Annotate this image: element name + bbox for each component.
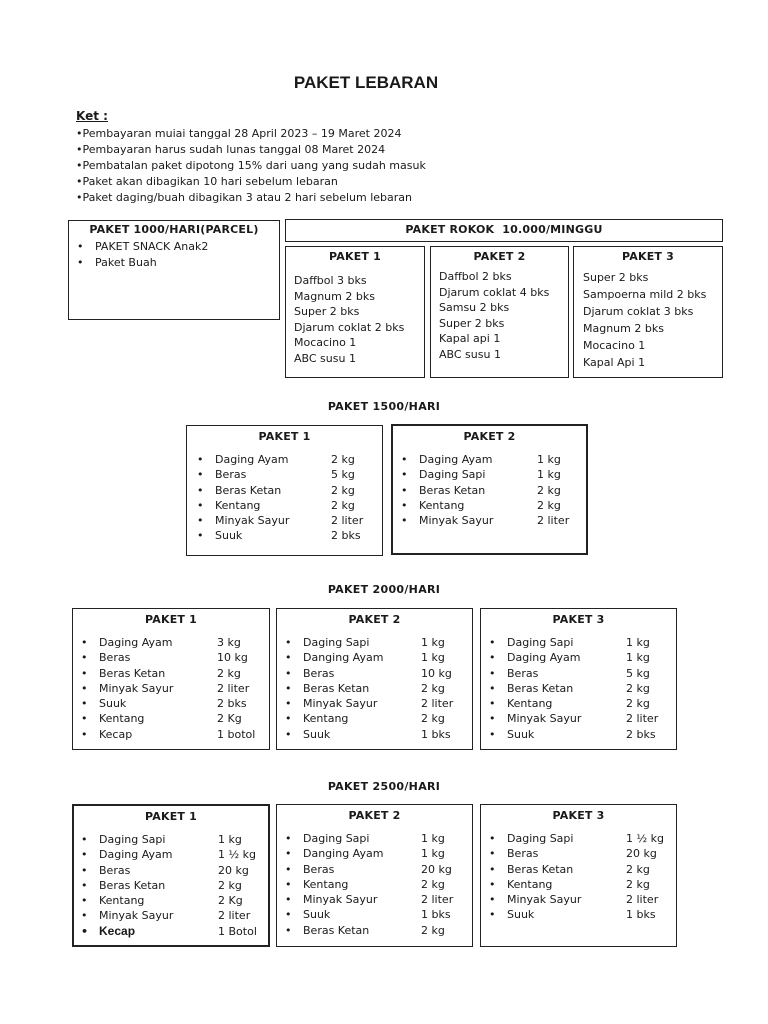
list-item: • Daging Ayam 3 kg [81, 636, 241, 649]
rokok-paket-1: PAKET 1 Daffbol 3 bks Magnum 2 bks Super 2 bks Djarum coklat 2 bks Mocacino 1 ABC susu 1 [285, 246, 425, 378]
list-item: Super 2 bks [294, 305, 360, 319]
p2000-paket-2: PAKET 2 • Daging Sapi 1 kg • Danging Ayam 1 kg • Beras 10 kg • Beras Ketan 2 kg • Minyak Sayur 2 liter • Kentang 2 kg • Suuk 1 bks [276, 608, 473, 750]
list-item: • Minyak Sayur 2 liter [285, 697, 454, 711]
list-item: ABC susu 1 [294, 351, 356, 365]
bullet-icon: • [489, 862, 496, 876]
paket-2000-title: PAKET 2000/HARI [327, 583, 441, 596]
bullet-icon: • [285, 712, 292, 726]
bullet-icon: • [81, 863, 88, 877]
list-item: • Daging Sapi 1 kg [285, 832, 445, 845]
list-item: • Kentang 2 kg [285, 712, 445, 726]
bullet-icon: • [81, 727, 88, 741]
bullet-icon: • [489, 847, 496, 861]
list-item: • Daging Sapi 1 kg [401, 468, 561, 482]
bullet-icon: • [81, 833, 88, 846]
list-item: • Daging Ayam 1 kg [489, 651, 650, 665]
bullet-icon: • [489, 651, 496, 665]
note-item: • Pembayaran harus sudah lunas tanggal 08 Maret 2024 [76, 142, 426, 158]
bullet-icon: • [489, 681, 496, 695]
list-item: Djarum coklat 2 bks [294, 320, 405, 334]
bullet-icon: • [197, 498, 204, 512]
list-item: • Danging Ayam 1 kg [285, 651, 445, 665]
note-item: • Paket daging/buah dibagikan 3 atau 2 hari sebelum lebaran [76, 190, 426, 206]
list-item: Kapal api 1 [439, 332, 501, 346]
bullet-icon: • [401, 498, 408, 512]
list-item: • Minyak Sayur 2 liter [285, 893, 454, 907]
list-item: • Beras 20 kg [81, 863, 249, 877]
note-item: • Pembayaran muiai tanggal 28 April 2023 – 19 Maret 2024 [76, 126, 426, 142]
list-item: Magnum 2 bks [583, 322, 664, 335]
bullet-icon: • [285, 877, 292, 891]
list-item: Super 2 bks [439, 316, 505, 330]
p2500-paket-2: PAKET 2 • Daging Sapi 1 kg • Danging Ayam 1 kg • Beras 20 kg • Kentang 2 kg • Minyak Sayur 2 liter • Suuk 1 bks • Beras Ketan 2 kg [276, 804, 473, 947]
list-item: Samsu 2 bks [439, 301, 510, 315]
bullet-icon: • [81, 848, 88, 862]
page-title: PAKET LEBARAN [293, 73, 439, 92]
list-item: • Minyak Sayur 2 liter [489, 712, 659, 726]
notes-label: Ket : [76, 109, 108, 123]
list-item: Daffbol 2 bks [439, 270, 512, 283]
bullet-icon: • [197, 468, 204, 482]
bullet-icon: • [77, 240, 84, 253]
bullet-icon: • [81, 681, 88, 695]
bullet-icon: • [81, 909, 88, 923]
list-item: • Beras Ketan 2 kg [81, 878, 242, 892]
bullet-icon: • [285, 727, 292, 741]
bullet-icon: • [285, 862, 292, 876]
paket-1000-title: PAKET 1000/HARI(PARCEL) [89, 223, 259, 236]
list-item: Sampoerna mild 2 bks [583, 288, 707, 301]
list-item: • Suuk 1 bks [489, 908, 656, 922]
list-item: • Kecap 1 Botol [81, 923, 257, 938]
list-item: • Beras Ketan 2 kg [197, 483, 355, 497]
bullet-icon: • [81, 636, 88, 649]
bullet-icon: • [489, 877, 496, 891]
p2000-paket-3: PAKET 3 • Daging Sapi 1 kg • Daging Ayam 1 kg • Beras 5 kg • Beras Ketan 2 kg • Kentang 2 kg • Minyak Sayur 2 liter • Suuk 2 bks [480, 608, 677, 750]
list-item: • Beras Ketan 2 kg [285, 923, 445, 937]
p2500-paket-3: PAKET 3 • Daging Sapi 1 ½ kg • Beras 20 kg • Beras Ketan 2 kg • Kentang 2 kg • Minyak Sayur 2 liter • Suuk 1 bks [480, 804, 677, 947]
list-item: • Suuk 2 bks [489, 727, 656, 741]
bullet-icon: • [489, 727, 496, 741]
list-item: Super 2 bks [583, 271, 649, 284]
list-item: Mocacino 1 [583, 339, 646, 352]
list-item: • Kecap 1 botol [81, 727, 256, 741]
list-item: • Minyak Sayur 2 liter [81, 909, 251, 923]
note-item: • Pembatalan paket dipotong 15% dari uang yang sudah masuk [76, 158, 426, 174]
list-item: • Beras Ketan 2 kg [489, 681, 650, 695]
list-item: • Minyak Sayur 2 liter [81, 681, 250, 695]
bullet-icon: • [489, 832, 496, 845]
bullet-icon: • [81, 894, 88, 908]
bullet-icon: • [285, 651, 292, 665]
bullet-icon: • [285, 681, 292, 695]
list-item: • Kentang 2 Kg [81, 894, 243, 908]
p1500-paket-2: PAKET 2 • Daging Ayam 1 kg • Daging Sapi 1 kg • Beras Ketan 2 kg • Kentang 2 kg • Minyak Sayur 2 liter [391, 424, 588, 555]
rokok-paket-2: PAKET 2 Daffbol 2 bks Djarum coklat 4 bks Samsu 2 bks Super 2 bks Kapal api 1 ABC susu 1 [430, 246, 569, 378]
list-item: • Kentang 2 Kg [81, 712, 242, 726]
list-item: Daffbol 3 bks [294, 274, 367, 287]
list-item: • Kentang 2 kg [401, 498, 561, 512]
list-item: • Beras 20 kg [489, 847, 657, 861]
list-item: • Suuk 2 bks [197, 529, 361, 543]
list-item: • Daging Sapi 1 kg [285, 636, 445, 649]
bullet-icon: • [401, 468, 408, 482]
bullet-icon: • [489, 697, 496, 711]
list-item: • Beras 5 kg [197, 468, 355, 482]
bullet-icon: • [401, 514, 408, 528]
bullet-icon: • [285, 832, 292, 845]
list-item: Kapal Api 1 [583, 356, 646, 369]
bullet-icon: • [81, 878, 88, 892]
bullet-icon: • [401, 453, 408, 466]
rokok-paket-3: PAKET 3 Super 2 bks Sampoerna mild 2 bks Djarum coklat 3 bks Magnum 2 bks Mocacino 1 Kapal Api 1 [573, 246, 723, 378]
list-item: • Beras Ketan 2 kg [401, 483, 561, 497]
list-item: • Beras 10 kg [285, 666, 452, 680]
list-item: • Beras 10 kg [81, 651, 248, 665]
bullet-icon: • [197, 483, 204, 497]
list-item: • Beras Ketan 2 kg [285, 681, 445, 695]
list-item: • Kentang 2 kg [285, 877, 445, 891]
list-item: • Minyak Sayur 2 liter [401, 514, 570, 528]
bullet-icon: • [285, 636, 292, 649]
list-item: Magnum 2 bks [294, 289, 375, 303]
list-item: Djarum coklat 4 bks [439, 285, 550, 299]
list-item: • Daging Sapi 1 ½ kg [489, 832, 665, 845]
paket-1500-title: PAKET 1500/HARI [327, 400, 441, 413]
bullet-icon: • [285, 923, 292, 937]
p1500-paket-1: PAKET 1 • Daging Ayam 2 kg • Beras 5 kg • Beras Ketan 2 kg • Kentang 2 kg • Minyak Sayur 2 liter • Suuk 2 bks [186, 425, 383, 556]
bullet-icon: • [285, 847, 292, 861]
list-item: • PAKET SNACK Anak2 [77, 240, 209, 253]
bullet-icon: • [285, 893, 292, 907]
p2000-paket-1: PAKET 1 • Daging Ayam 3 kg • Beras 10 kg • Beras Ketan 2 kg • Minyak Sayur 2 liter • Suuk 2 bks • Kentang 2 Kg • Kecap 1 botol [72, 608, 270, 750]
list-item: • Suuk 1 bks [285, 908, 451, 922]
list-item: • Danging Ayam 1 kg [285, 847, 445, 861]
bullet-icon: • [81, 712, 88, 726]
list-item: • Beras 5 kg [489, 666, 650, 680]
bullet-icon: • [81, 666, 88, 680]
list-item: Djarum coklat 3 bks [583, 305, 694, 318]
bullet-icon: • [285, 908, 292, 922]
notes-list [76, 126, 426, 206]
bullet-icon: • [81, 924, 89, 938]
bullet-icon: • [81, 651, 88, 665]
bullet-icon: • [197, 453, 204, 466]
list-item: • Suuk 2 bks [81, 697, 247, 711]
bullet-icon: • [401, 483, 408, 497]
bullet-icon: • [489, 893, 496, 907]
list-item: ABC susu 1 [439, 347, 501, 361]
bullet-icon: • [197, 529, 204, 543]
bullet-icon: • [489, 712, 496, 726]
bullet-icon: • [285, 666, 292, 680]
p2500-paket-1: PAKET 1 • Daging Sapi 1 kg • Daging Ayam 1 ½ kg • Beras 20 kg • Beras Ketan 2 kg • Kentang 2 Kg • Minyak Sayur 2 liter • Kecap 1 Botol [72, 804, 270, 947]
list-item: • Daging Sapi 1 kg [81, 833, 242, 846]
paket-rokok-header: PAKET ROKOK 10.000/MINGGU [285, 219, 723, 242]
bullet-icon: • [77, 256, 84, 269]
list-item: • Beras Ketan 2 kg [81, 666, 241, 680]
bullet-icon: • [197, 514, 204, 528]
list-item: Mocacino 1 [294, 336, 357, 350]
list-item: • Suuk 1 bks [285, 727, 451, 741]
list-item: • Daging Sapi 1 kg [489, 636, 650, 649]
list-item: • Beras 20 kg [285, 862, 452, 876]
paket-1000-box [68, 220, 280, 320]
list-item: • Paket Buah [77, 256, 157, 269]
bullet-icon: • [489, 636, 496, 649]
bullet-icon: • [285, 697, 292, 711]
list-item: • Daging Ayam 1 kg [401, 453, 561, 466]
paket-2500-title: PAKET 2500/HARI [327, 780, 441, 793]
list-item: • Beras Ketan 2 kg [489, 862, 650, 876]
list-item: • Kentang 2 kg [197, 498, 355, 512]
bullet-icon: • [81, 697, 88, 711]
list-item: • Minyak Sayur 2 liter [197, 514, 364, 528]
list-item: • Kentang 2 kg [489, 877, 650, 891]
list-item: • Daging Ayam 1 ½ kg [81, 848, 257, 862]
note-item: • Paket akan dibagikan 10 hari sebelum lebaran [76, 174, 426, 190]
list-item: • Minyak Sayur 2 liter [489, 893, 659, 907]
list-item: • Kentang 2 kg [489, 697, 650, 711]
bullet-icon: • [489, 666, 496, 680]
bullet-icon: • [489, 908, 496, 922]
list-item: • Daging Ayam 2 kg [197, 453, 355, 466]
